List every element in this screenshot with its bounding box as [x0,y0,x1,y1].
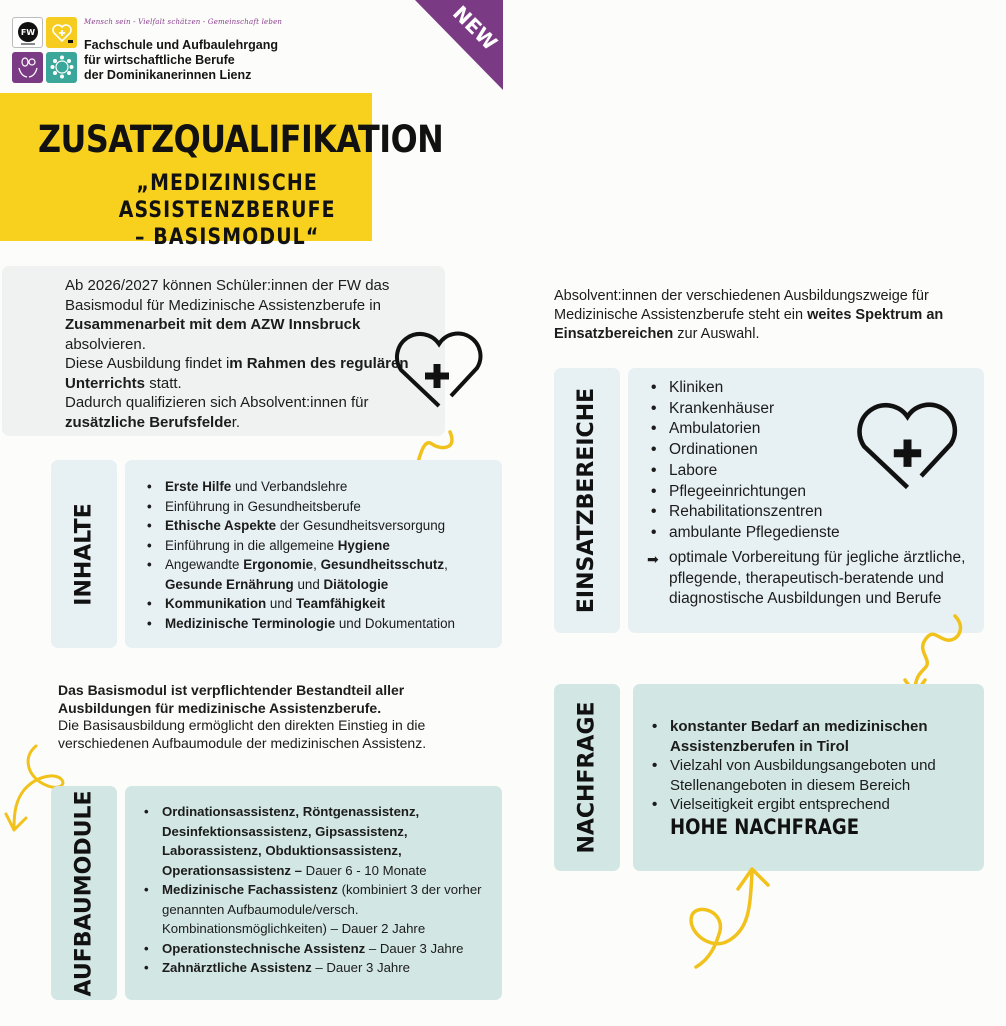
school-name-line: der Dominikanerinnen Lienz [84,68,252,82]
item-bold: Teamfähigkeit [295,596,386,611]
intro-text-part: r. [231,413,241,431]
hands-plant-icon [12,52,43,83]
intro-text-part: Ab 2026/2027 können Schüler:innen der FW das Basismodul für Medizinische Assistenzberufe in [65,277,390,314]
list-item [648,756,978,795]
list-item [648,717,978,756]
item-bold: Medizinische Fachassistenz [162,882,338,897]
inhalte-label-card [51,460,117,648]
arrow-right-icon: ➡ [647,551,659,567]
list-item: • Labore [647,461,977,482]
nachfrage-label: NACHFRAGE [574,701,600,854]
people-circle-icon [46,52,77,83]
item-text: , [313,557,321,572]
absolventen-bold: weites Spektrum an Einsatzbereichen [554,307,944,342]
intro-bold: Zusammenarbeit mit dem AZW Innsbruck [65,316,361,333]
item-text: Vielzahl von Ausbildungsangeboten und Stellenangeboten in diesem Bereich [670,757,936,794]
list-item: • ambulante Pflegedienste [647,523,977,544]
page-title: ZUSATZQUALIFIKATION [38,118,444,161]
intro-text-part: Diese Ausbildung findet i [65,355,230,372]
item-text: und [293,576,324,592]
school-motto: Mensch sein - Vielfalt schätzen - Gemeinschaft leben [84,18,283,26]
item-bold: Medizinische Terminologie [165,615,336,631]
list-item [143,477,493,497]
item-text: und [266,596,296,611]
item-text: Angewandte [165,557,244,572]
list-item [143,516,493,536]
intro-text [65,276,425,432]
aufbaumodule-label-card [51,786,117,1000]
list-item [140,958,500,978]
new-ribbon [415,0,503,90]
intro-text-part: statt. [145,374,182,392]
school-logo [12,17,78,83]
list-item [140,939,500,959]
item-text: – Dauer 3 Jahre [365,940,464,956]
intro-bold: zusätzliche Berufsfelde [65,413,232,431]
item-bold: Ordinationsassistenz, Röntgenassistenz, Desinfektionsassistenz, Gipsassistenz, Laborassistenz, Obduktionsassistenz, Operationsassistenz – [162,804,420,878]
inhalte-list [143,477,493,633]
aufbaumodule-list [140,802,500,978]
list-item [648,795,978,815]
list-item [143,536,493,556]
intro-text-part: absolvieren. [65,335,146,353]
nachfrage-label-card [554,684,620,871]
heart-plus-icon [855,400,960,495]
svg-text:FW: FW [20,27,35,37]
list-item [140,880,500,939]
school-name-line: Fachschule und Aufbaulehrgang [84,38,278,52]
einsatzbereiche-label-card [554,368,620,633]
list-item [143,594,493,614]
inhalte-label: INHALTE [71,502,97,606]
absolventen-text-part: zur Auswahl. [673,326,760,342]
basismodul-text [58,682,478,752]
item-bold: Gesundheitsschutz [320,557,445,572]
list-item: • Ordinationen [647,440,977,461]
intro-text-part: Dadurch qualifizieren sich Absolvent:innen für [65,394,369,411]
item-bold: Diätologie [323,576,389,592]
school-emblem-icon [12,17,43,48]
einsatzbereiche-label: EINSATZBEREICHE [574,387,600,614]
item-text: (kombiniert 3 der vorher genannten Aufbaumodule/versch. Kombinationsmöglichkeiten) – Dauer 2 Jahre [162,882,482,936]
item-text: der Gesundheitsversorgung [276,518,446,533]
list-item [143,497,493,517]
item-text: , [444,557,448,572]
absolventen-text [554,287,954,344]
item-bold: Ethische Aspekte [165,518,277,533]
subtitle-line-1: „MEDIZINISCHE ASSISTENZBERUFE [118,171,336,223]
subtitle-line-2: – BASISMODUL“ [134,225,320,250]
item-bold: Gesunde Ernährung [165,576,294,592]
list-item: • Rehabilitationszentren [647,502,977,523]
item-text: und Dokumentation [335,615,455,631]
basismodul-description: Die Basisausbildung ermöglicht den direkten Einstieg in die verschiedenen Aufbaumodule der medizinischen Assistenz. [58,717,427,751]
basismodul-bold: Das Basismodul ist verpflichtender Bestandteil aller Ausbildungen für medizinische Assistenzberufe. [58,682,405,716]
item-bold: Hygiene [337,537,390,553]
item-text: Dauer 6 - 10 Monate [302,862,427,878]
aufbaumodule-label: AUFBAUMODULE [71,790,97,996]
einsatzbereiche-conclusion [647,548,967,610]
loop-arrow-icon [680,855,790,975]
school-name-line: für wirtschaftliche Berufe [84,53,235,67]
item-text: Einführung in die allgemeine [165,537,338,553]
item-text: Einführung in Gesundheitsberufe [165,498,361,514]
list-item: • Kliniken [647,378,977,399]
new-label: NEW [448,0,503,55]
heart-plus-icon [393,330,485,412]
list-item: • Pflegeeinrichtungen [647,482,977,503]
item-text: und Verbandslehre [231,479,348,494]
intro-bold: m Rahmen des regulären Unterrichts [65,355,409,392]
heart-plus-icon [46,17,77,48]
item-text: Vielseitigkeit ergibt entsprechend [670,796,890,813]
hohe-nachfrage-highlight: HOHE NACHFRAGE [670,815,860,839]
item-bold: Kommunikation [165,596,267,611]
list-item: • Ambulatorien [647,419,977,440]
item-text: – Dauer 3 Jahre [311,960,410,975]
item-bold: Operationstechnische Assistenz [162,940,366,956]
item-bold: Zahnärztliche Assistenz [162,960,312,975]
list-item [143,614,493,634]
absolventen-text-part: Absolvent:innen der verschiedenen Ausbildungszweige für Medizinische Assistenzberufe steht ein [554,288,929,323]
list-item [143,555,493,594]
conclusion-text: optimale Vorbereitung für jegliche ärztliche, pflegende, therapeutisch-beratende und diagnostische Ausbildungen und Berufe [669,549,966,608]
nachfrage-list [648,717,978,815]
item-bold: Ergonomie [243,557,314,572]
page-subtitle [38,170,416,251]
item-bold: Erste Hilfe [165,479,232,494]
list-item: • Krankenhäuser [647,399,977,420]
list-item [140,802,500,880]
school-name [84,38,278,83]
item-bold: konstanter Bedarf an medizinischen Assistenzberufen in Tirol [670,718,928,755]
